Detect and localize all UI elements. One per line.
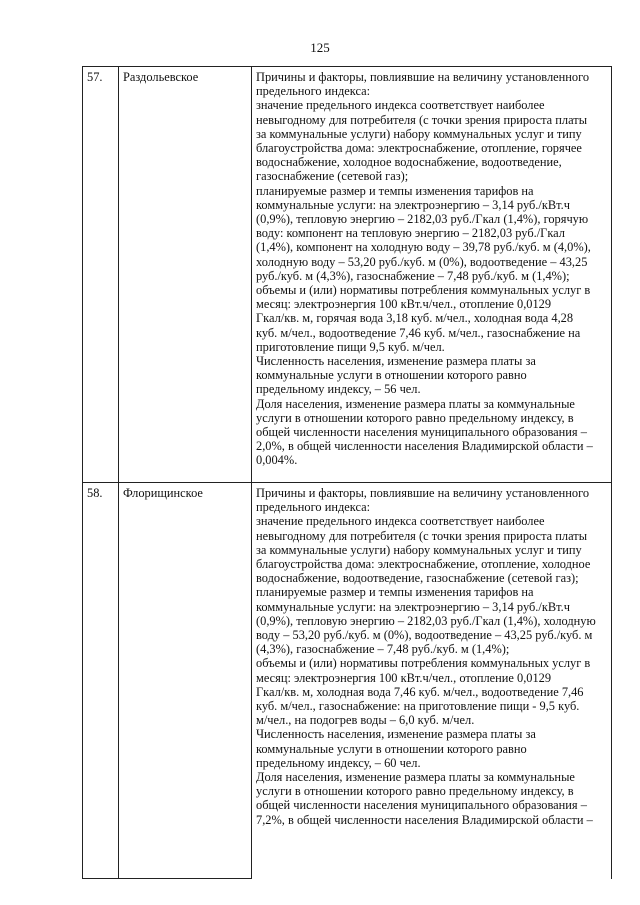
row-number: 58.: [83, 483, 119, 879]
row-number: 57.: [83, 67, 119, 483]
municipality-name: Раздольевское: [119, 67, 252, 483]
paragraph-index-value: значение предельного индекса соответствует наиболее невыгодному для потребителя (с точки зрения прироста платы за коммунальные услуги) набору коммунальных услуг и типу благоустройства дома: электроснабжение, отопление, горячее водоснабжение, холодное водоснабжение, водоотведение, газоснабжение (сетевой газ);: [256, 98, 588, 184]
paragraph-factors-heading: Причины и факторы, повлиявшие на величину установленного предельного индекса:: [256, 486, 590, 515]
table-row: [83, 483, 612, 879]
paragraph-population-share: Доля населения, изменение размера платы за коммунальные услуги в отношении которого равно предельному индексу, в общей численности населения муниципального образования – 7,2%, в общей численности населения Владимирской области –: [256, 770, 593, 827]
paragraph-index-value: значение предельного индекса соответствует наиболее невыгодному для потребителя (с точки зрения прироста платы за коммунальные услуги) набору коммунальных услуг и типу благоустройства дома: электроснабжение, отопление, холодное водоснабжение, водоотведение, газоснабжение (сетевой газ);: [256, 514, 591, 586]
paragraph-consumption: объемы и (или) нормативы потребления коммунальных услуг в месяц: электроэнергия 100 кВт.ч/чел., отопление 0,0129 Гкал/кв. м, горячая вода 3,18 куб. м/чел., холодная вода 4,28 куб. м/чел., водоотведение 7,46 куб. м/чел., газоснабжение на приготовление пищи 9,5 куб. м/чел.: [256, 283, 591, 354]
table-row: [83, 67, 612, 483]
paragraph-tariffs: планируемые размер и темпы изменения тарифов на коммунальные услуги: на электроэнергию – 3,14 руб./кВт.ч (0,9%), тепловую энергию – 2182,03 руб./Гкал (1,4%), холодную воду – 53,20 руб./куб. м (0%), водоотведение – 43,25 руб./куб. м (4,3%), газоснабжение – 7,48 руб./куб. м (1,4%);: [256, 585, 596, 657]
paragraph-population-share: Доля населения, изменение размера платы за коммунальные услуги в отношении которого равно предельному индексу, в общей численности населения муниципального образования – 2,0%, в общей численности населения Владимирской области – 0,004%.: [256, 396, 593, 468]
paragraph-population: Численность населения, изменение размера платы за коммунальные услуги в отношении которого равно предельному индексу, – 60 чел.: [256, 727, 536, 770]
paragraph-tariffs: планируемые размер и темпы изменения тарифов на коммунальные услуги: на электроэнергию – 3,14 руб./кВт.ч (0,9%), тепловую энергию – 2182,03 руб./Гкал (1,4%), горячую воду: компонент на тепловую энергию – 2182,03 руб./Гкал (1,4%), компонент на холодную воду – 39,78 руб./куб. м (4,0%), холодную воду – 53,20 руб./куб. м (0%), водоотведение – 43,25 руб./куб. м (4,3%), газоснабжение – 7,48 руб./куб. м (1,4%);: [256, 183, 591, 283]
paragraph-consumption: объемы и (или) нормативы потребления коммунальных услуг в месяц: электроэнергия 100 кВт.ч/чел., отопление 0,0129 Гкал/кв. м, холодная вода 7,46 куб. м/чел., водоотведение 7,46 куб. м/чел., газоснабжение: на приготовление пищи - 9,5 куб. м/чел., на подогрев воды – 6,0 куб. м/чел.: [256, 656, 591, 728]
description-cell: [252, 67, 612, 483]
description-cell: [252, 483, 612, 879]
paragraph-population: Численность населения, изменение размера платы за коммунальные услуги в отношении которого равно предельному индексу, – 56 чел.: [256, 354, 536, 397]
municipality-name: Флорищинское: [119, 483, 252, 879]
municipalities-table: [82, 66, 612, 879]
paragraph-factors-heading: Причины и факторы, повлиявшие на величину установленного предельного индекса:: [256, 70, 590, 99]
page-number: 125: [310, 40, 330, 55]
